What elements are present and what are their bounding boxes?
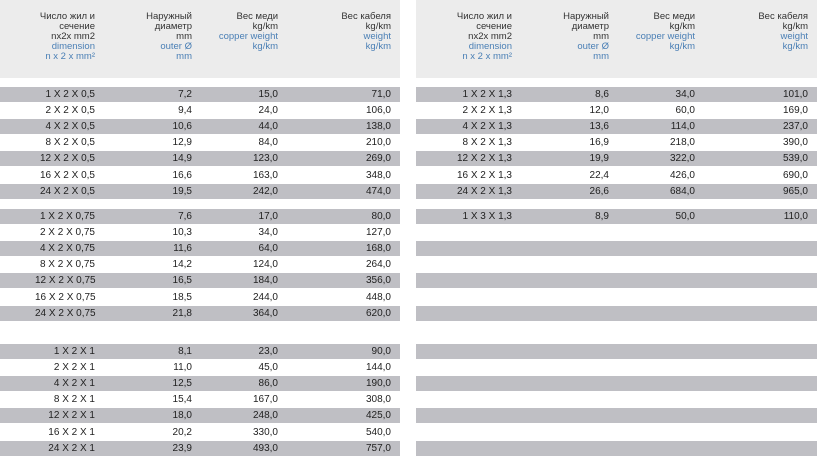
header-label-en: weight [780, 31, 808, 42]
table-cell: 8,9 [595, 211, 609, 222]
table-row [416, 168, 817, 183]
header-label: сечение [476, 21, 512, 32]
table-cell: 45,0 [258, 362, 278, 374]
table-row [0, 360, 400, 375]
table-cell: 12,0 [589, 105, 609, 117]
header-label: Вес меди [653, 11, 695, 22]
table-cell: 184,0 [252, 275, 278, 287]
table-row [0, 441, 400, 456]
table-row [0, 225, 400, 240]
header-col-3 [575, 12, 695, 52]
table-cell: 167,0 [252, 394, 278, 406]
table-row [416, 441, 817, 456]
table-cell: 210,0 [365, 137, 391, 149]
table-cell: 13,6 [589, 121, 609, 133]
table-row [416, 290, 817, 305]
header-col-4 [708, 12, 808, 52]
table-cell: 390,0 [782, 137, 808, 149]
table-row [416, 306, 817, 321]
table-cell: 124,0 [252, 259, 278, 271]
table-cell: 1 X 2 X 0,5 [45, 89, 95, 100]
table-row [416, 184, 817, 199]
table-cell: 474,0 [365, 185, 391, 197]
header-label: nx2x mm2 [51, 31, 95, 42]
table-row [0, 103, 400, 118]
header-label-en: dimension [468, 41, 512, 52]
table-cell: 425,0 [365, 410, 391, 422]
table-cell: 16 X 2 X 0,75 [35, 291, 96, 303]
table-cell: 684,0 [669, 185, 695, 197]
table-row [0, 344, 400, 359]
table-cell: 1 X 2 X 1 [53, 346, 95, 357]
table-row [416, 241, 817, 256]
table-cell: 12 X 2 X 0,5 [39, 153, 95, 165]
table-row [416, 209, 817, 224]
table-row [0, 376, 400, 391]
header-label: kg/km [252, 21, 278, 32]
header-col-3 [158, 12, 278, 52]
table-cell: 690,0 [782, 169, 808, 181]
header-label-en: weight [363, 31, 391, 42]
table-cell: 16,5 [172, 275, 192, 287]
table-cell: 60,0 [675, 105, 695, 117]
header-label: диаметр [571, 21, 609, 32]
table-cell: 10,6 [172, 121, 192, 133]
header-label: mm [593, 31, 609, 42]
table-cell: 90,0 [371, 346, 391, 357]
table-cell: 24,0 [258, 105, 278, 117]
table-cell: 11,0 [173, 362, 192, 374]
table-cell: 16,9 [589, 137, 609, 149]
table-cell: 322,0 [669, 153, 695, 165]
header-label: диаметр [154, 21, 192, 32]
table-row [0, 241, 400, 256]
table-cell: 11,6 [173, 243, 192, 255]
table-cell: 539,0 [782, 153, 808, 165]
table-cell: 264,0 [365, 259, 391, 271]
table-cell: 144,0 [365, 362, 391, 374]
table-cell: 1 X 2 X 0,75 [39, 211, 95, 222]
table-cell: 12 X 2 X 1 [48, 410, 95, 422]
table-row [0, 184, 400, 199]
header-label-en: n x 2 x mm² [462, 51, 512, 62]
table-cell: 2 X 2 X 0,5 [45, 105, 95, 117]
table-row [0, 135, 400, 150]
table-row [0, 290, 400, 305]
table-row [416, 257, 817, 272]
header-label-en: n x 2 x mm² [45, 51, 95, 62]
table-header [0, 0, 400, 78]
table-cell: 18,5 [172, 291, 192, 303]
header-label-en: outer Ø [577, 41, 609, 52]
table-row [0, 257, 400, 272]
header-label-en: copper weight [218, 31, 278, 42]
table-row [416, 392, 817, 407]
table-cell: 138,0 [365, 121, 391, 133]
header-label-en: dimension [51, 41, 95, 52]
table-row [0, 273, 400, 288]
table-cell: 127,0 [365, 227, 391, 239]
table-cell: 106,0 [365, 105, 391, 117]
table-cell: 757,0 [365, 442, 391, 454]
table-cell: 21,8 [172, 307, 192, 319]
table-row [0, 425, 400, 440]
table-cell: 12 X 2 X 0,75 [35, 275, 96, 287]
header-label-en: kg/km [669, 41, 695, 52]
table-cell: 19,5 [172, 185, 192, 197]
table-cell: 8 X 2 X 0,5 [45, 137, 95, 149]
table-cell: 15,0 [258, 89, 278, 100]
table-cell: 218,0 [669, 137, 695, 149]
table-cell: 426,0 [669, 169, 695, 181]
table-cell: 8 X 2 X 0,75 [39, 259, 95, 271]
table-cell: 448,0 [365, 291, 391, 303]
table-cell: 4 X 2 X 0,5 [45, 121, 95, 133]
table-cell: 1 X 3 X 1,3 [462, 211, 512, 222]
table-row [416, 151, 817, 166]
table-cell: 34,0 [675, 89, 695, 100]
table-cell: 8 X 2 X 1 [53, 394, 95, 406]
header-label-en: kg/km [252, 41, 278, 52]
table-row [0, 392, 400, 407]
table-cell: 1 X 2 X 1,3 [462, 89, 512, 100]
table-cell: 2 X 2 X 1 [53, 362, 95, 374]
header-label-en: outer Ø [160, 41, 192, 52]
header-label-en: kg/km [365, 41, 391, 52]
table-cell: 308,0 [365, 394, 391, 406]
table-row [416, 225, 817, 240]
table-cell: 364,0 [252, 307, 278, 319]
table-cell: 168,0 [365, 243, 391, 255]
table-cell: 22,4 [589, 169, 609, 181]
table-row [416, 360, 817, 375]
table-cell: 26,6 [589, 185, 609, 197]
table-row [0, 306, 400, 321]
header-label-en: mm [176, 51, 192, 62]
table-cell: 7,6 [178, 211, 192, 222]
table-cell: 540,0 [365, 426, 391, 438]
table-row [0, 87, 400, 102]
table-cell: 16 X 2 X 1 [48, 426, 95, 438]
table-cell: 17,0 [258, 211, 278, 222]
table-cell: 34,0 [258, 227, 278, 239]
table-row [416, 103, 817, 118]
table-cell: 110,0 [783, 211, 808, 222]
table-cell: 965,0 [782, 185, 808, 197]
header-label: Число жил и [39, 11, 95, 22]
table-cell: 4 X 2 X 1,3 [462, 121, 512, 133]
table-cell: 237,0 [782, 121, 808, 133]
table-row [416, 344, 817, 359]
table-cell: 24 X 2 X 0,5 [39, 185, 95, 197]
table-cell: 16 X 2 X 0,5 [39, 169, 95, 181]
table-cell: 86,0 [258, 378, 278, 390]
table-cell: 4 X 2 X 0,75 [39, 243, 95, 255]
table-row [0, 119, 400, 134]
table-header [416, 0, 817, 78]
header-label: kg/km [365, 21, 391, 32]
table-cell: 190,0 [365, 378, 391, 390]
table-row [416, 408, 817, 423]
header-label: kg/km [782, 21, 808, 32]
header-col-1 [422, 12, 512, 62]
table-row [0, 168, 400, 183]
header-label: nx2x mm2 [468, 31, 512, 42]
table-cell: 114,0 [670, 121, 695, 133]
table-cell: 348,0 [365, 169, 391, 181]
table-cell: 15,4 [172, 394, 192, 406]
header-label: Вес кабеля [341, 11, 391, 22]
table-row [0, 151, 400, 166]
table-cell: 16,6 [172, 169, 192, 181]
table-cell: 19,9 [589, 153, 609, 165]
table-row [416, 87, 817, 102]
table-cell: 244,0 [252, 291, 278, 303]
table-cell: 44,0 [258, 121, 278, 133]
header-col-1 [5, 12, 95, 62]
table-row [416, 119, 817, 134]
table-cell: 14,9 [172, 153, 192, 165]
table-row [416, 425, 817, 440]
header-label-en: copper weight [635, 31, 695, 42]
table-row [416, 135, 817, 150]
table-cell: 10,3 [172, 227, 192, 239]
table-cell: 84,0 [258, 137, 278, 149]
table-cell: 12,5 [172, 378, 192, 390]
table-row [416, 273, 817, 288]
table-cell: 71,0 [371, 89, 391, 100]
table-cell: 64,0 [258, 243, 278, 255]
table-cell: 163,0 [252, 169, 278, 181]
table-cell: 169,0 [782, 105, 808, 117]
table-cell: 2 X 2 X 1,3 [462, 105, 512, 117]
table-cell: 24 X 2 X 0,75 [35, 307, 96, 319]
header-label: kg/km [669, 21, 695, 32]
table-cell: 101,0 [782, 89, 808, 100]
table-cell: 123,0 [252, 153, 278, 165]
header-label: mm [176, 31, 192, 42]
table-cell: 80,0 [371, 211, 391, 222]
table-cell: 620,0 [365, 307, 391, 319]
header-label: Число жил и [456, 11, 512, 22]
table-cell: 12,9 [172, 137, 192, 149]
table-cell: 18,0 [172, 410, 192, 422]
table-row [416, 376, 817, 391]
table-cell: 23,0 [258, 346, 278, 357]
table-cell: 8,6 [595, 89, 609, 100]
table-cell: 24 X 2 X 1 [48, 442, 95, 454]
table-cell: 330,0 [252, 426, 278, 438]
table-row [0, 209, 400, 224]
table-row [0, 408, 400, 423]
header-label: сечение [59, 21, 95, 32]
header-label: Наружный [146, 11, 192, 22]
table-cell: 242,0 [252, 185, 278, 197]
table-cell: 20,2 [172, 426, 192, 438]
header-col-4 [291, 12, 391, 52]
header-label: Вес кабеля [758, 11, 808, 22]
table-cell: 24 X 2 X 1,3 [456, 185, 512, 197]
table-cell: 50,0 [675, 211, 695, 222]
table-cell: 14,2 [172, 259, 192, 271]
header-label: Наружный [563, 11, 609, 22]
table-cell: 8,1 [178, 346, 192, 357]
table-cell: 7,2 [178, 89, 192, 100]
header-label-en: kg/km [782, 41, 808, 52]
header-label-en: mm [593, 51, 609, 62]
table-cell: 12 X 2 X 1,3 [456, 153, 512, 165]
table-cell: 269,0 [365, 153, 391, 165]
header-label: Вес меди [236, 11, 278, 22]
table-cell: 356,0 [365, 275, 391, 287]
table-cell: 16 X 2 X 1,3 [456, 169, 512, 181]
table-cell: 23,9 [172, 442, 192, 454]
table-cell: 9,4 [178, 105, 192, 117]
table-cell: 8 X 2 X 1,3 [462, 137, 512, 149]
table-cell: 248,0 [252, 410, 278, 422]
table-cell: 493,0 [252, 442, 278, 454]
table-cell: 2 X 2 X 0,75 [39, 227, 95, 239]
table-cell: 4 X 2 X 1 [53, 378, 95, 390]
